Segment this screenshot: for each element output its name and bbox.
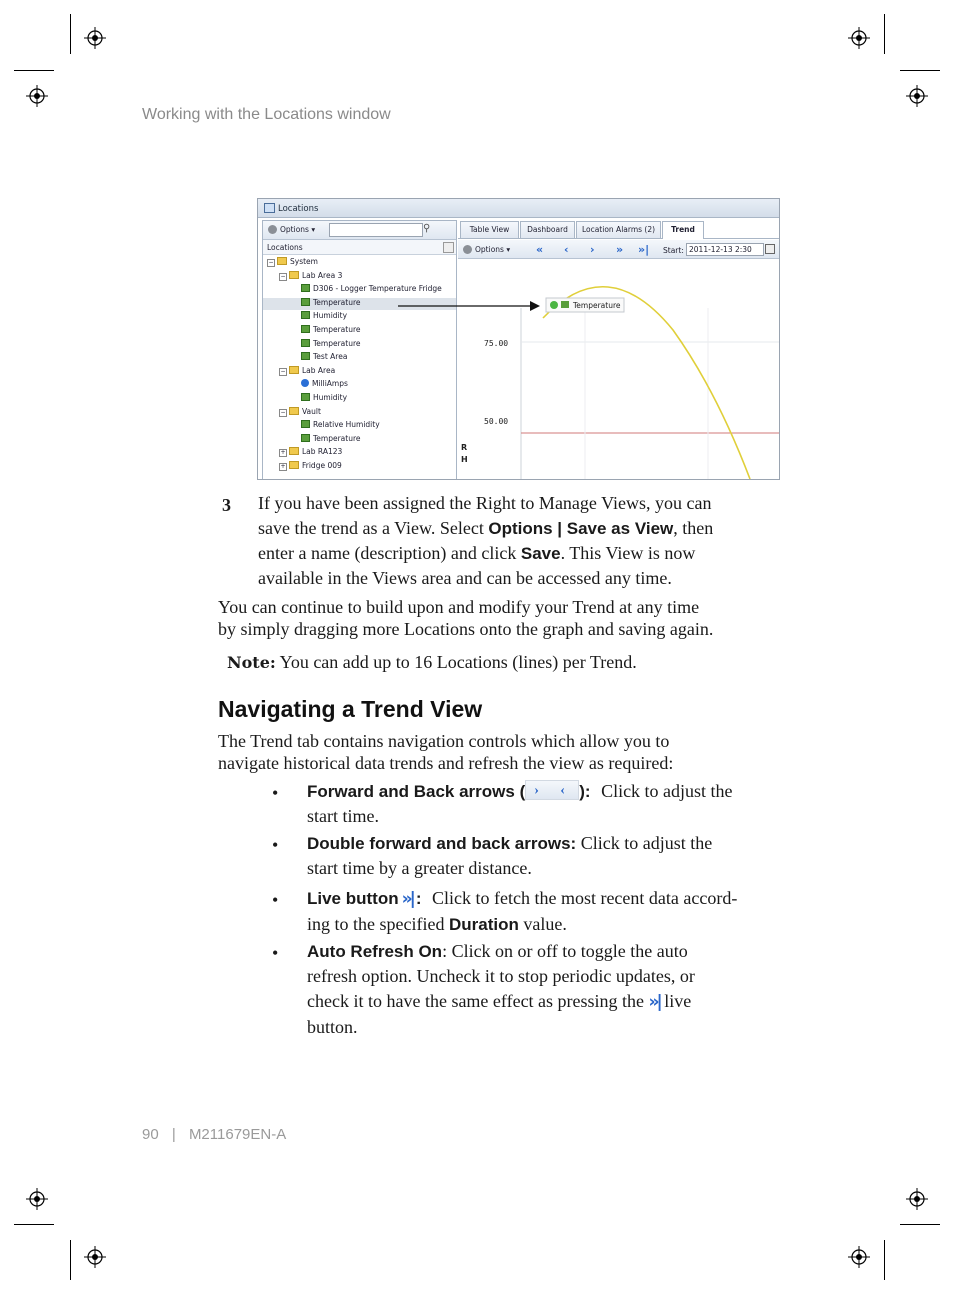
registration-mark-icon bbox=[26, 85, 48, 107]
bullet-term: : bbox=[415, 889, 422, 908]
bullet-term: Double forward and back arrows: bbox=[307, 834, 577, 853]
bullet-term: Auto Refresh On bbox=[307, 942, 443, 961]
tab-dashboard[interactable]: Dashboard bbox=[520, 221, 575, 238]
location-icon bbox=[301, 352, 310, 360]
trend-chart bbox=[458, 260, 779, 479]
y-axis-label-r: R bbox=[461, 443, 468, 452]
bullet-forward-back bbox=[307, 779, 777, 828]
running-head: Working with the Locations window bbox=[142, 106, 391, 123]
double-forward-arrow-icon[interactable]: » bbox=[616, 243, 624, 256]
bullet-line bbox=[307, 912, 777, 937]
collapse-icon[interactable]: − bbox=[268, 259, 274, 266]
tree-search-input[interactable] bbox=[329, 223, 423, 237]
tree-item-label: Humidity bbox=[313, 393, 348, 402]
tree-item[interactable] bbox=[263, 420, 456, 432]
tree-item[interactable] bbox=[263, 393, 456, 405]
start-time-input[interactable]: 2011-12-13 2:30 bbox=[686, 243, 764, 256]
trend-pane bbox=[458, 220, 779, 479]
save-term: Save bbox=[520, 544, 561, 563]
paragraph bbox=[218, 596, 778, 640]
location-icon bbox=[301, 298, 310, 306]
tree-item-label: Humidity bbox=[313, 311, 348, 321]
bullet-term: Forward and Back arrows ( bbox=[307, 782, 526, 801]
options-gear-icon bbox=[463, 245, 472, 254]
tree-item[interactable] bbox=[263, 366, 456, 378]
location-icon bbox=[301, 339, 310, 347]
leaf-icon bbox=[561, 301, 569, 308]
crop-mark bbox=[14, 1224, 54, 1225]
step-line: available in the Views area and can be accessed any time. bbox=[258, 568, 672, 588]
section-heading: Navigating a Trend View bbox=[218, 696, 483, 722]
calendar-icon[interactable] bbox=[765, 244, 775, 254]
collapse-icon[interactable]: − bbox=[280, 408, 286, 416]
tree-item-label: Temperature bbox=[313, 433, 361, 443]
back-arrow-icon: ‹ bbox=[560, 783, 565, 798]
tree-item[interactable] bbox=[263, 461, 456, 473]
trend-options-button[interactable]: Options ▾ bbox=[475, 245, 511, 254]
registration-mark-icon bbox=[84, 1246, 106, 1268]
tree-item[interactable] bbox=[263, 379, 456, 391]
step-text-part: save the trend as a View. Select bbox=[258, 518, 489, 538]
forward-arrow-icon: › bbox=[534, 783, 539, 798]
crop-mark bbox=[900, 1224, 940, 1225]
live-button-icon[interactable]: »| bbox=[638, 243, 650, 256]
folder-icon bbox=[289, 366, 299, 374]
options-save-as-view: Options | Save as View bbox=[488, 519, 674, 538]
location-icon bbox=[301, 284, 310, 292]
bullet-text: ing to the specified bbox=[307, 914, 449, 934]
bullet-line: refresh option. Uncheck it to stop periodic updates, or bbox=[307, 966, 695, 986]
double-back-arrow-icon[interactable]: « bbox=[536, 243, 544, 256]
tree-item[interactable] bbox=[263, 352, 456, 364]
folder-icon bbox=[289, 271, 299, 279]
registration-mark-icon bbox=[906, 1188, 928, 1210]
footer-separator: | bbox=[171, 1126, 176, 1143]
tree-item[interactable] bbox=[263, 284, 456, 296]
bullet-line: start time by a greater distance. bbox=[307, 858, 532, 878]
crop-mark bbox=[70, 14, 71, 54]
duration-term: Duration bbox=[448, 915, 519, 934]
document-number: M211679EN-A bbox=[188, 1126, 287, 1143]
bullet-text: Click to adjust the bbox=[601, 781, 733, 801]
window-icon bbox=[264, 203, 275, 213]
tree-item[interactable] bbox=[263, 407, 456, 419]
intro-line: The Trend tab contains navigation controls which allow you to bbox=[218, 731, 670, 751]
bullet-line bbox=[307, 779, 777, 804]
bullet-text: Click to adjust the bbox=[576, 833, 713, 853]
registration-mark-icon bbox=[26, 1188, 48, 1210]
tree-item-label: Lab Area 3 bbox=[302, 270, 343, 280]
y-tick-75: 75.00 bbox=[484, 339, 509, 348]
intro-paragraph bbox=[218, 730, 778, 774]
step-line bbox=[258, 516, 778, 541]
note-text: You can add up to 16 Locations (lines) per Trend. bbox=[279, 652, 637, 672]
page-number: 90 bbox=[142, 1126, 159, 1143]
bullet-term: ): bbox=[579, 782, 591, 801]
bullet-text: live bbox=[659, 991, 692, 1011]
crop-mark bbox=[70, 1240, 71, 1280]
tree-item-label: Temperature bbox=[313, 325, 361, 334]
folder-icon bbox=[289, 447, 299, 455]
tree-item[interactable] bbox=[263, 271, 456, 283]
tree-item[interactable] bbox=[263, 325, 456, 337]
expand-icon[interactable]: + bbox=[280, 463, 286, 470]
step-text-part: , then bbox=[673, 518, 714, 538]
paragraph-line: by simply dragging more Locations onto the graph and saving again. bbox=[218, 619, 714, 639]
tab-trend[interactable]: Trend bbox=[662, 221, 704, 239]
tree-item-label: D306 - Logger Temperature Fridge bbox=[313, 284, 442, 294]
expand-icon[interactable]: + bbox=[280, 449, 286, 457]
location-icon bbox=[301, 311, 310, 319]
step-line bbox=[258, 541, 778, 566]
back-arrow-icon[interactable]: ‹ bbox=[564, 243, 569, 256]
bullet-term: Live button bbox=[307, 889, 399, 908]
y-tick-50: 50.00 bbox=[484, 417, 509, 426]
tree-item[interactable] bbox=[263, 434, 456, 446]
temperature-series-line bbox=[543, 287, 750, 479]
tree-item[interactable] bbox=[263, 311, 456, 323]
bullet-dot: • bbox=[272, 943, 279, 963]
paragraph-line: You can continue to build upon and modify your Trend at any time bbox=[218, 597, 700, 617]
forward-arrow-icon[interactable]: › bbox=[590, 243, 595, 256]
bullet-text: : Click on or off to toggle the auto bbox=[442, 941, 688, 961]
folder-icon bbox=[289, 461, 299, 469]
collapse-icon[interactable]: − bbox=[280, 272, 286, 280]
y-axis-label-h: H bbox=[461, 455, 468, 464]
tree-item-label: Temperature bbox=[313, 297, 361, 307]
bullet-double-arrows bbox=[307, 831, 777, 881]
crop-mark bbox=[884, 14, 885, 54]
tree-header-label: Locations bbox=[267, 243, 303, 252]
bullet-text: check it to have the same effect as pressing the bbox=[307, 991, 649, 1011]
step-number: 3 bbox=[222, 495, 231, 515]
step-text-part: . This View is now bbox=[560, 543, 696, 563]
step-text bbox=[258, 491, 778, 591]
check-icon bbox=[550, 301, 558, 309]
location-icon bbox=[301, 434, 310, 442]
tree-item-label: MilliAmps bbox=[312, 379, 348, 389]
bullet-line bbox=[307, 989, 777, 1015]
tree-item-label: Relative Humidity bbox=[313, 420, 380, 430]
crop-mark bbox=[884, 1240, 885, 1280]
collapse-icon[interactable] bbox=[443, 242, 454, 253]
page-footer bbox=[142, 1126, 286, 1143]
registration-mark-icon bbox=[84, 27, 106, 49]
tree-item-label: Fridge 009 bbox=[302, 461, 342, 470]
tree-item-label: Vault bbox=[302, 406, 321, 416]
tree-item[interactable] bbox=[263, 257, 456, 269]
forward-back-arrows-icon bbox=[525, 780, 579, 800]
options-gear-icon bbox=[268, 225, 277, 234]
tree-item[interactable] bbox=[263, 339, 456, 351]
window-title: Locations bbox=[278, 204, 319, 214]
live-button-icon: »| bbox=[648, 992, 660, 1012]
tree-item-label: Lab Area bbox=[302, 365, 336, 375]
tab-table-view[interactable]: Table View bbox=[460, 221, 519, 238]
crop-mark bbox=[900, 70, 940, 71]
registration-mark-icon bbox=[848, 27, 870, 49]
tree-toolbar bbox=[263, 221, 456, 240]
options-label: Options bbox=[475, 245, 504, 254]
tab-location-alarms-2[interactable]: Location Alarms (2) bbox=[576, 221, 661, 238]
locations-window-screenshot bbox=[257, 198, 780, 480]
bullet-dot: • bbox=[272, 835, 279, 855]
location-icon bbox=[301, 325, 310, 333]
live-button-icon: »| bbox=[401, 889, 413, 909]
note bbox=[227, 650, 637, 675]
intro-line: navigate historical data trends and refresh the view as required: bbox=[218, 753, 674, 773]
tree-header bbox=[263, 240, 456, 255]
step-line: If you have been assigned the Right to Manage Views, you can bbox=[258, 493, 712, 513]
tree-item-label: Test Area bbox=[313, 352, 348, 362]
bullet-live bbox=[307, 886, 777, 937]
alert-icon bbox=[301, 379, 309, 387]
crop-mark bbox=[14, 70, 54, 71]
collapse-icon[interactable]: − bbox=[280, 367, 286, 375]
series-legend bbox=[546, 298, 624, 312]
start-label: Start: bbox=[663, 246, 684, 255]
bullet-dot: • bbox=[272, 890, 279, 910]
location-icon bbox=[301, 420, 310, 428]
bullet-line: start time. bbox=[307, 806, 379, 826]
tree-item-label: System bbox=[290, 257, 318, 266]
search-icon[interactable]: ⚲ bbox=[423, 223, 431, 234]
tree-item-label: Temperature bbox=[313, 338, 361, 348]
bullet-text: value. bbox=[518, 914, 567, 934]
tree-item[interactable] bbox=[263, 447, 456, 459]
bullet-line bbox=[307, 939, 777, 964]
bullet-line bbox=[307, 886, 777, 912]
bullet-auto-refresh bbox=[307, 939, 777, 1040]
bullet-line: button. bbox=[307, 1017, 358, 1037]
locations-tree-pane bbox=[262, 220, 457, 480]
tree-item-label: Lab RA123 bbox=[302, 447, 343, 457]
registration-mark-icon bbox=[906, 85, 928, 107]
registration-mark-icon bbox=[848, 1246, 870, 1268]
location-icon bbox=[301, 393, 310, 401]
folder-icon bbox=[289, 407, 299, 415]
bullet-dot: • bbox=[272, 783, 279, 803]
drag-arrow-icon bbox=[398, 299, 543, 313]
trend-toolbar bbox=[458, 240, 779, 259]
note-label: Note: bbox=[227, 653, 276, 672]
options-label: Options bbox=[280, 225, 309, 234]
bullet-line bbox=[307, 831, 777, 856]
window-titlebar bbox=[258, 199, 779, 218]
options-button[interactable]: Options ▾ bbox=[280, 225, 316, 234]
step-text-part: enter a name (description) and click bbox=[258, 543, 521, 563]
legend-label: Temperature bbox=[573, 301, 621, 310]
bullet-text: Click to fetch the most recent data accord- bbox=[431, 888, 738, 908]
folder-icon bbox=[277, 257, 287, 265]
